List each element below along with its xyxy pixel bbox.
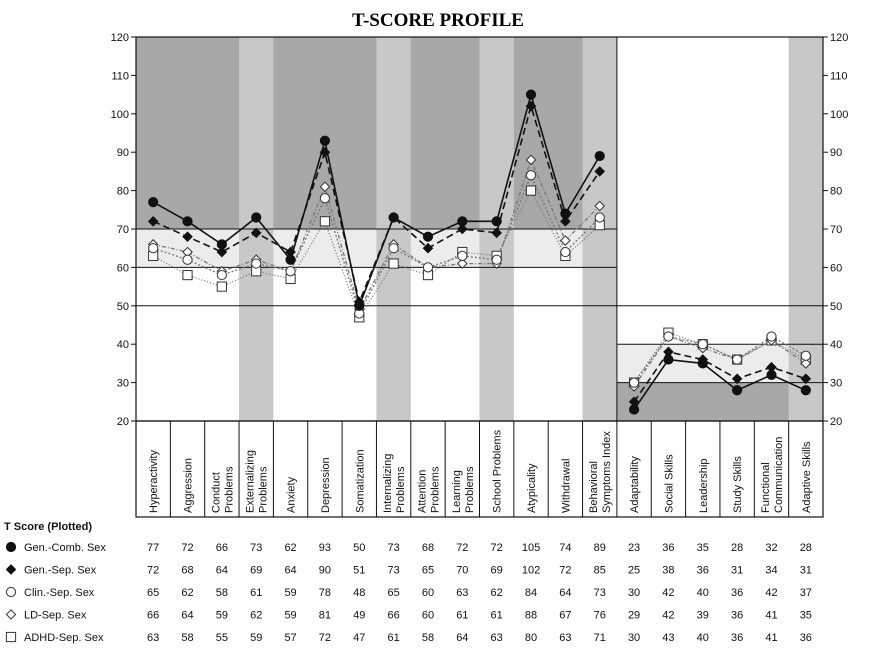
table-cell: 74: [559, 542, 572, 554]
marker-filled-circle: [733, 386, 742, 395]
category-label-line: Withdrawal: [560, 458, 573, 513]
table-cell: 65: [387, 587, 400, 599]
category-label: [451, 466, 476, 513]
category-label: [286, 476, 298, 513]
marker-open-circle: [629, 378, 638, 387]
marker-open-circle: [389, 244, 398, 253]
category-label: [245, 450, 270, 513]
y-tick-label-right: 60: [830, 262, 843, 275]
marker-filled-circle: [183, 217, 192, 226]
table-cell: 39: [696, 609, 709, 622]
y-tick-label-left: 40: [116, 339, 129, 352]
table-cell: 38: [662, 564, 675, 577]
marker-filled-circle: [801, 386, 810, 395]
category-label-line: Aggression: [182, 457, 195, 513]
marker-open-circle: [698, 340, 707, 349]
table-cell: 61: [456, 609, 469, 622]
table-cell: 55: [215, 632, 228, 644]
table-cell: 68: [421, 542, 435, 554]
table-cell: 72: [181, 542, 194, 554]
marker-open-circle: [286, 267, 295, 276]
table-cell: 80: [524, 632, 538, 644]
category-label-line: School Problems: [491, 429, 504, 513]
legend-series-name: ADHD-Sep. Sex: [24, 632, 104, 644]
table-cell: 29: [627, 609, 641, 622]
y-tick-label-right: 70: [830, 224, 843, 236]
marker-filled-circle: [629, 405, 638, 414]
marker-open-circle: [6, 587, 15, 596]
table-cell: 90: [318, 564, 332, 577]
category-label: [526, 463, 538, 513]
marker-filled-circle: [389, 213, 398, 222]
category-label: [382, 454, 407, 513]
marker-open-circle: [733, 355, 742, 364]
category-label-line: Externalizing: [244, 450, 257, 513]
table-cell: 73: [593, 587, 606, 599]
table-cell: 31: [799, 564, 812, 577]
table-cell: 61: [387, 632, 400, 644]
category-label-line: Leadership: [697, 458, 710, 513]
y-tick-label-left: 30: [116, 377, 129, 390]
table-cell: 36: [731, 587, 744, 599]
y-tick-label-right: 100: [830, 108, 849, 121]
category-label: [760, 437, 785, 513]
marker-filled-circle: [423, 232, 432, 241]
table-cell: 30: [627, 632, 641, 644]
category-label-line: Behavioral: [588, 461, 601, 513]
table-cell: 48: [353, 587, 366, 599]
category-label: [354, 449, 366, 513]
category-label: [663, 454, 675, 513]
table-cell: 72: [456, 542, 469, 554]
category-label-line: Adaptability: [629, 456, 642, 513]
table-cell: 36: [662, 542, 675, 554]
table-cell: 65: [147, 587, 160, 599]
table-cell: 72: [559, 564, 572, 577]
table-cell: 50: [353, 542, 366, 554]
table-cell: 59: [284, 587, 297, 599]
category-label-line: Social Skills: [663, 454, 676, 513]
table-cell: 66: [387, 609, 400, 622]
table-cell: 62: [284, 542, 297, 554]
table-cell: 47: [353, 632, 366, 644]
marker-open-square: [217, 282, 226, 291]
category-label-line: Problems: [463, 466, 476, 513]
table-cell: 59: [250, 632, 263, 644]
category-label: [492, 429, 504, 513]
table-cell: 76: [593, 609, 606, 622]
marker-filled-circle: [492, 217, 501, 226]
table-cell: 78: [318, 587, 332, 599]
category-label: [588, 431, 613, 513]
y-tick-label-right: 120: [830, 32, 849, 44]
marker-filled-circle: [320, 136, 329, 145]
y-tick-label-right: 80: [830, 185, 843, 198]
table-cell: 64: [215, 564, 228, 577]
table-cell: 73: [387, 564, 400, 577]
marker-filled-circle: [149, 198, 158, 207]
table-cell: 42: [765, 587, 778, 599]
table-cell: 68: [181, 564, 194, 577]
category-label: [416, 466, 441, 513]
table-cell: 42: [662, 587, 675, 599]
y-tick-label-left: 20: [116, 416, 129, 428]
table-cell: 64: [181, 609, 194, 622]
table-cell: 63: [147, 632, 160, 644]
y-tick-label-left: 70: [116, 224, 129, 236]
table-cell: 62: [181, 587, 194, 599]
table-cell: 69: [490, 564, 503, 577]
table-cell: 72: [147, 564, 160, 577]
marker-filled-circle: [252, 213, 261, 222]
marker-open-circle: [320, 194, 329, 203]
marker-filled-circle: [217, 240, 226, 249]
category-labels: [148, 429, 813, 513]
marker-open-circle: [183, 255, 192, 264]
table-cell: 30: [627, 587, 641, 599]
table-cell: 36: [799, 632, 812, 644]
marker-open-circle: [561, 247, 570, 256]
marker-open-diamond: [6, 610, 15, 619]
table-cell: 58: [421, 632, 435, 644]
marker-filled-circle: [286, 255, 295, 264]
legend-series-name: Gen.-Comb. Sex: [24, 542, 106, 554]
table-cell: 62: [250, 609, 263, 622]
category-label: [560, 459, 572, 513]
category-label-line: Functional: [759, 462, 772, 513]
table-cell: 63: [490, 632, 503, 644]
table-cell: 28: [799, 542, 812, 554]
marker-open-circle: [423, 263, 432, 272]
table-cell: 81: [318, 609, 332, 622]
table-cell: 42: [662, 609, 675, 622]
marker-filled-circle: [767, 370, 776, 379]
y-tick-label-right: 90: [830, 147, 843, 160]
table-cell: 41: [765, 609, 778, 622]
table-cell: 35: [696, 542, 709, 554]
table-cell: 62: [490, 587, 503, 599]
marker-open-square: [183, 270, 192, 279]
table-cell: 61: [490, 609, 503, 622]
marker-filled-circle: [595, 151, 604, 160]
table-cell: 57: [284, 632, 297, 644]
marker-open-circle: [217, 270, 226, 279]
marker-open-circle: [458, 251, 467, 260]
table-cell: 49: [353, 609, 366, 622]
category-label-line: Internalizing: [382, 453, 395, 513]
category-label-line: Problems: [395, 466, 408, 513]
y-tick-label-left: 110: [111, 70, 129, 83]
marker-open-square: [6, 632, 15, 641]
table-cell: 70: [456, 564, 469, 577]
table-cell: 105: [521, 542, 541, 554]
y-tick-label-right: 50: [830, 300, 843, 313]
table-cell: 40: [696, 632, 709, 644]
table-header: T Score (Plotted): [4, 521, 93, 533]
table-cell: 58: [215, 587, 228, 599]
table-cell: 36: [731, 609, 744, 622]
y-tick-label-right: 20: [830, 416, 843, 428]
category-label: [183, 458, 195, 513]
marker-open-square: [320, 217, 329, 226]
table-cell: 66: [147, 609, 160, 622]
category-label-line: Study Skills: [732, 456, 745, 513]
category-label: [210, 466, 235, 513]
marker-filled-circle: [526, 90, 535, 99]
marker-filled-diamond: [6, 565, 15, 574]
table-cell: 102: [521, 564, 541, 577]
category-label: [320, 457, 332, 513]
category-label-line: Problems: [223, 466, 236, 513]
table-cell: 84: [524, 587, 538, 599]
legend-series-name: Gen.-Sep. Sex: [24, 564, 97, 577]
table-cell: 72: [490, 542, 503, 554]
y-tick-label-left: 60: [116, 262, 129, 275]
table-cell: 89: [593, 542, 606, 554]
table-cell: 51: [353, 564, 366, 577]
marker-filled-circle: [458, 217, 467, 226]
table-cell: 60: [421, 587, 435, 599]
marker-open-circle: [252, 259, 261, 268]
table-cell: 64: [559, 587, 572, 599]
table-cell: 23: [627, 542, 641, 554]
table-cell: 72: [318, 632, 332, 644]
table-cell: 64: [456, 632, 469, 644]
category-label-line: Anxiety: [285, 476, 298, 513]
category-label: [732, 456, 744, 513]
table-cell: 40: [696, 587, 709, 599]
marker-open-circle: [767, 332, 776, 341]
y-tick-label-left: 120: [110, 32, 129, 44]
table-cell: 65: [421, 564, 435, 577]
category-label: [148, 450, 160, 513]
table-cell: 63: [559, 632, 572, 644]
category-label-line: Depression: [319, 457, 332, 513]
category-label-line: Atypicality: [526, 463, 539, 513]
table-cell: 37: [799, 587, 812, 599]
marker-filled-circle: [6, 542, 15, 551]
marker-open-circle: [801, 351, 810, 360]
category-label-line: Somatization: [354, 449, 367, 513]
category-label: [801, 441, 813, 513]
category-label: [629, 456, 641, 513]
table-cell: 32: [765, 542, 778, 554]
table-cell: 67: [559, 609, 572, 622]
table-cell: 64: [284, 564, 297, 577]
t-score-table: [4, 521, 812, 644]
marker-open-circle: [492, 255, 501, 264]
legend-series-name: Clin.-Sep. Sex: [24, 587, 95, 599]
table-cell: 43: [662, 632, 675, 644]
category-label: [698, 459, 710, 513]
marker-open-circle: [149, 244, 158, 253]
table-cell: 25: [627, 564, 641, 577]
table-cell: 58: [181, 632, 194, 644]
table-cell: 31: [731, 564, 744, 577]
marker-open-circle: [595, 213, 604, 222]
table-cell: 60: [421, 609, 435, 622]
marker-open-circle: [664, 332, 673, 341]
table-cell: 85: [593, 564, 606, 577]
table-cell: 41: [765, 632, 778, 644]
marker-filled-circle: [698, 359, 707, 368]
y-tick-label-left: 90: [116, 147, 129, 160]
table-cell: 69: [250, 564, 263, 577]
y-tick-label-left: 80: [116, 185, 129, 198]
table-cell: 93: [318, 542, 332, 554]
table-cell: 59: [215, 609, 228, 622]
table-cell: 77: [147, 542, 160, 554]
y-tick-label-right: 40: [830, 339, 843, 352]
legend-series-name: LD-Sep. Sex: [24, 609, 87, 622]
y-tick-label-right: 30: [830, 377, 843, 390]
plot-background: [136, 37, 823, 517]
marker-filled-circle: [664, 355, 673, 364]
category-label-line: Hyperactivity: [148, 450, 161, 513]
table-cell: 59: [284, 609, 297, 622]
category-label-line: Attention: [416, 469, 429, 513]
y-tick-label-left: 100: [110, 108, 129, 121]
category-label-line: Communication: [772, 436, 785, 513]
marker-open-square: [526, 186, 535, 195]
table-cell: 73: [387, 542, 400, 554]
table-cell: 36: [696, 564, 709, 577]
category-label-line: Adaptive Skills: [800, 441, 813, 513]
marker-open-circle: [526, 171, 535, 180]
y-tick-label-right: 110: [830, 70, 848, 83]
marker-filled-circle: [355, 301, 364, 310]
marker-filled-circle: [561, 209, 570, 218]
category-label-line: Problems: [257, 466, 270, 513]
table-cell: 35: [799, 609, 812, 622]
chart-title: T-SCORE PROFILE: [352, 10, 524, 31]
table-cell: 34: [765, 564, 778, 577]
table-cell: 66: [215, 542, 228, 554]
table-cell: 36: [731, 632, 744, 644]
table-cell: 88: [524, 609, 538, 622]
marker-open-square: [389, 259, 398, 268]
table-cell: 73: [250, 542, 263, 554]
table-cell: 61: [250, 587, 263, 599]
category-label-line: Problems: [429, 466, 442, 513]
table-cell: 63: [456, 587, 469, 599]
table-cell: 28: [731, 542, 744, 554]
category-label-line: Learning: [450, 470, 463, 513]
category-label-line: Symptoms Index: [601, 431, 614, 513]
table-cell: 71: [593, 632, 606, 644]
category-label-line: Conduct: [210, 472, 223, 513]
y-tick-label-left: 50: [116, 300, 129, 313]
